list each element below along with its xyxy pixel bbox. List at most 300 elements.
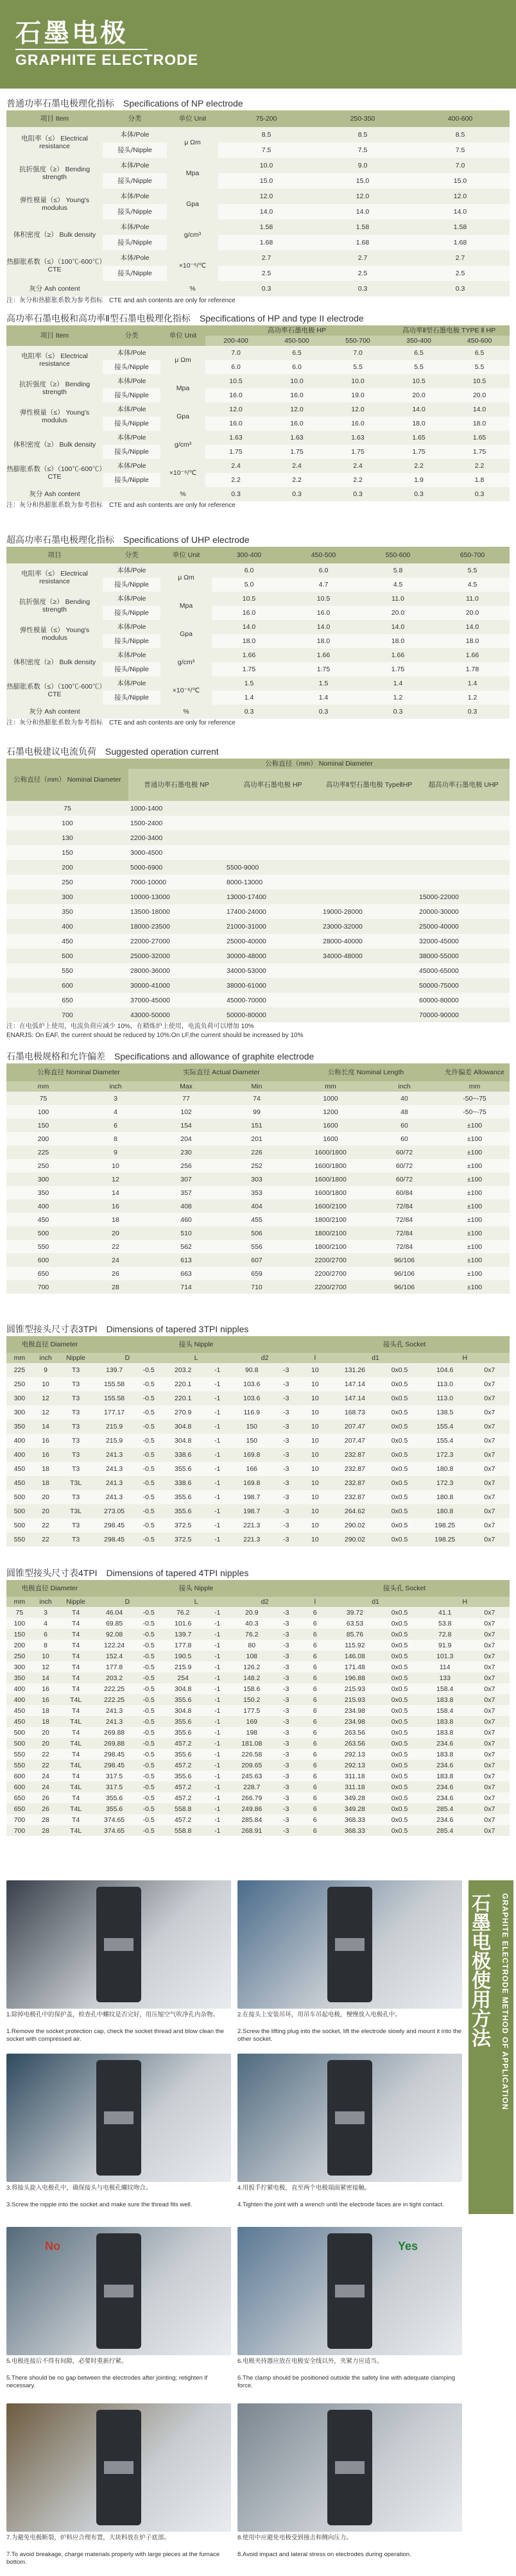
method-step-illustration xyxy=(6,2054,231,2182)
table-cell: 154 xyxy=(151,1119,221,1132)
table-cell: 高功率石墨电极 HP xyxy=(205,325,388,336)
table-cell: 20000-30000 xyxy=(417,904,510,919)
table-row xyxy=(6,993,510,1008)
table-cell: 7.5 xyxy=(411,142,510,158)
table-cell: 1.4 xyxy=(361,676,435,691)
table-cell: -1 xyxy=(204,1803,230,1814)
table-row xyxy=(6,402,510,416)
table-cell: 400 xyxy=(6,1683,33,1694)
table-cell: 500 xyxy=(6,1518,33,1533)
electrode-drawing xyxy=(237,2227,462,2355)
table-cell: 350-400 xyxy=(388,336,449,346)
electrode-drawing xyxy=(237,2403,462,2532)
table-cell: 2.2 xyxy=(205,473,266,487)
table-row xyxy=(6,1132,510,1146)
table-cell: 1.58 xyxy=(314,219,411,235)
table-cell: 250 xyxy=(6,1651,33,1662)
table-cell: 本体/Pole xyxy=(103,563,160,578)
table-cell: 5.5 xyxy=(449,360,510,374)
table-cell: Mpa xyxy=(160,374,205,402)
table-cell: 166 xyxy=(230,1462,273,1476)
table-cell: 15.0 xyxy=(314,173,411,189)
table-cell: Gpa xyxy=(160,402,205,431)
table-cell: 28000-36000 xyxy=(128,963,225,978)
current-note-cn: 注：在电弧炉上使用，电流负荷应减少 10%，在精炼炉上使用，电流负荷可以增加 10% xyxy=(6,1023,254,1030)
method-step-caption-cn: 5.电极连接后不得有间隙，必要时重新拧紧。 xyxy=(6,2358,128,2365)
table-cell: 14.0 xyxy=(286,620,361,634)
table-row xyxy=(6,1683,510,1694)
table-cell: 200 xyxy=(6,1132,80,1146)
table-cell: 0x7 xyxy=(470,1490,510,1504)
table-cell: 6.0 xyxy=(212,563,286,578)
table-cell: 20 xyxy=(33,1490,59,1504)
table-cell: 355.6 xyxy=(93,1803,135,1814)
table-cell: 1800/2100 xyxy=(292,1213,369,1226)
table-cell: -0.5 xyxy=(135,1448,162,1462)
table-cell: 0.3 xyxy=(388,487,449,501)
table-cell: 接头/Nipple xyxy=(103,235,167,250)
table-cell: 0x0.5 xyxy=(379,1518,420,1533)
table-cell: -0.5 xyxy=(135,1738,162,1749)
table-cell: 12 xyxy=(80,1172,151,1186)
table-cell: -0.5 xyxy=(135,1651,162,1662)
table-cell: 203.2 xyxy=(162,1363,204,1377)
table-cell: 75 xyxy=(6,1092,80,1105)
table-cell: 300-400 xyxy=(212,547,286,563)
table-cell: 85.76 xyxy=(331,1629,379,1640)
table-cell: 180.8 xyxy=(420,1490,470,1504)
table-cell: 70000-90000 xyxy=(417,1008,510,1022)
table-row xyxy=(6,1448,510,1462)
table-row xyxy=(6,1705,510,1716)
table-cell: -3 xyxy=(273,1640,299,1651)
table-cell: 232.87 xyxy=(331,1462,379,1476)
table-cell: -1 xyxy=(204,1618,230,1629)
table-cell: 0x7 xyxy=(470,1476,510,1490)
table-cell: 本体/Pole xyxy=(103,127,167,142)
table-cell: 77 xyxy=(151,1092,221,1105)
table-cell xyxy=(225,830,321,845)
table-cell: -3 xyxy=(273,1391,299,1405)
table-cell: -3 xyxy=(273,1792,299,1803)
table-row xyxy=(6,1172,510,1186)
table-cell: -3 xyxy=(273,1405,299,1420)
table-cell: μ Ωm xyxy=(167,127,218,158)
table-cell: 104.6 xyxy=(420,1363,470,1377)
table-cell xyxy=(417,845,510,860)
table-cell: 6 xyxy=(299,1629,331,1640)
table-cell: -3 xyxy=(273,1618,299,1629)
table-cell: 169.8 xyxy=(230,1448,273,1462)
table-cell: 22 xyxy=(33,1533,59,1547)
table-cell: 200 xyxy=(6,860,128,875)
method-step-caption-en: 2.Screw the lifting plug into the socket, lift the electrode slowly and mount it into the other socket. xyxy=(237,2028,462,2043)
table-cell: 1.75 xyxy=(361,662,435,676)
table-cell: 204 xyxy=(151,1132,221,1146)
table-cell: -3 xyxy=(273,1814,299,1825)
table-cell: -0.5 xyxy=(135,1782,162,1792)
method-step-caption-en: 8.Avoid impact and lateral stress on electrodes during operation. xyxy=(237,2551,411,2558)
table-row xyxy=(6,1146,510,1159)
table-cell: μ Ωm xyxy=(160,346,205,374)
table-row xyxy=(6,1825,510,1836)
table-cell: -0.5 xyxy=(135,1727,162,1738)
table-cell: -1 xyxy=(204,1434,230,1448)
table-cell: 2.5 xyxy=(411,266,510,281)
table-cell: 0.3 xyxy=(266,487,327,501)
uhp-table xyxy=(6,547,510,719)
table-cell: 292.13 xyxy=(331,1760,379,1771)
table-cell: 本体/Pole xyxy=(103,189,167,204)
table-cell: 2.7 xyxy=(411,250,510,266)
table-cell: 0x0.5 xyxy=(379,1391,420,1405)
table-cell: 130 xyxy=(6,830,128,845)
table-cell: T3 xyxy=(58,1420,93,1434)
table-cell: ×10⁻⁶/℃ xyxy=(160,459,205,487)
table-cell: 72/84 xyxy=(369,1213,440,1226)
table-cell: 700 xyxy=(6,1814,33,1825)
table-cell: 180.8 xyxy=(420,1462,470,1476)
table-cell: 450 xyxy=(6,934,128,949)
table-cell: 16.0 xyxy=(212,606,286,620)
table-cell: -0.5 xyxy=(135,1476,162,1490)
table-cell: 268.91 xyxy=(230,1825,273,1836)
table-cell: -3 xyxy=(273,1705,299,1716)
table-cell: 500 xyxy=(6,1226,80,1240)
table-cell: 1.2 xyxy=(361,691,435,705)
table-cell: mm xyxy=(440,1081,510,1092)
table-cell: 269.88 xyxy=(93,1727,135,1738)
table-cell: -1 xyxy=(204,1518,230,1533)
table-cell: 0x0.5 xyxy=(379,1462,420,1476)
table-row xyxy=(6,875,510,889)
table-cell: -1 xyxy=(204,1792,230,1803)
table-row xyxy=(6,127,510,142)
table-cell: T4L xyxy=(58,1738,93,1749)
electrode-drawing xyxy=(6,1880,231,2009)
table-cell: 6 xyxy=(299,1803,331,1814)
table-row xyxy=(6,860,510,875)
table-cell: 60 xyxy=(369,1119,440,1132)
table-cell: -0.5 xyxy=(135,1672,162,1683)
table-cell: -0.5 xyxy=(135,1760,162,1771)
table-cell: 1000-1400 xyxy=(128,801,225,816)
table-cell: T4 xyxy=(58,1814,93,1825)
table-row xyxy=(6,889,510,904)
table-cell: 1.65 xyxy=(388,431,449,445)
table-cell: 25000-40000 xyxy=(417,919,510,934)
table-row xyxy=(6,1240,510,1253)
table-cell: 接头 Nipple xyxy=(93,1336,299,1353)
table-cell: 122.24 xyxy=(93,1640,135,1651)
table-cell: 372.5 xyxy=(162,1533,204,1547)
table-cell: 215.9 xyxy=(93,1434,135,1448)
table-row xyxy=(6,904,510,919)
table-cell: 215.93 xyxy=(331,1683,379,1694)
table-cell: 221.3 xyxy=(230,1518,273,1533)
table-cell: 1.66 xyxy=(286,648,361,662)
table-cell: 0x7 xyxy=(470,1434,510,1448)
table-cell: 39.72 xyxy=(331,1607,379,1618)
table-cell: 24 xyxy=(33,1782,59,1792)
table-cell: -3 xyxy=(273,1377,299,1391)
method-step-caption-en: 5.There should be no gap between the electrodes after jointing; retighten if necessary. xyxy=(6,2374,208,2389)
table-cell: 245.63 xyxy=(230,1771,273,1782)
table-cell: Nipple xyxy=(58,1353,93,1363)
table-row xyxy=(6,1420,510,1434)
table-cell: 232.87 xyxy=(331,1476,379,1490)
table-cell: -3 xyxy=(273,1448,299,1462)
table-row xyxy=(6,487,510,501)
table-cell: 10.5 xyxy=(205,374,266,388)
table-cell: T4 xyxy=(58,1705,93,1716)
table-cell: 1.66 xyxy=(435,648,510,662)
table-cell: T3 xyxy=(58,1462,93,1476)
table-cell: 公称直径（mm） Nominal Diameter xyxy=(128,759,510,769)
table-cell: 256 xyxy=(151,1159,221,1172)
table-cell: 2.4 xyxy=(205,459,266,473)
table-cell: 1.66 xyxy=(361,648,435,662)
table-cell: 50000-75000 xyxy=(417,978,510,993)
table-cell: 热膨胀系数（≤）（100℃-600℃）CTE xyxy=(6,250,103,281)
table-cell: -3 xyxy=(273,1803,299,1814)
table-cell: 225 xyxy=(6,1363,33,1377)
table-cell: 公称长度 Nominal Length xyxy=(292,1063,440,1081)
table-cell: l xyxy=(299,1597,331,1607)
table-row xyxy=(6,1434,510,1448)
table-cell: 4 xyxy=(80,1105,151,1119)
table-cell: 体积密度（≥） Bulk density xyxy=(6,431,103,459)
table-header-row xyxy=(6,1580,510,1597)
uhp-note: 注：灰分和热膨胀系数为参考指标 CTE and ash contents are only for reference xyxy=(6,719,236,726)
table-cell: 1.75 xyxy=(212,662,286,676)
table-cell: -3 xyxy=(273,1363,299,1377)
hp-note: 注：灰分和热膨胀系数为参考指标 CTE and ash contents are only for reference xyxy=(6,502,236,509)
table-cell: 103.6 xyxy=(230,1391,273,1405)
table-cell: -1 xyxy=(204,1727,230,1738)
table-cell: 172.3 xyxy=(420,1448,470,1462)
table-cell: 10 xyxy=(299,1504,331,1518)
table-cell: 304.8 xyxy=(162,1434,204,1448)
table-cell: 公称直径 Nominal Diameter xyxy=(6,1063,151,1081)
uhp-section xyxy=(0,533,516,728)
table-cell: 506 xyxy=(221,1226,292,1240)
table-header-row xyxy=(6,1353,510,1363)
method-step xyxy=(237,2227,462,2395)
sizes-title: 石墨电极规格和允许偏差 Specifications and allowance of graphite electrode xyxy=(6,1051,314,1061)
table-cell: 6 xyxy=(299,1738,331,1749)
table-row xyxy=(6,1672,510,1683)
table-cell: 400 xyxy=(6,1694,33,1705)
table-cell: 本体/Pole xyxy=(103,374,160,388)
header-title-en: GRAPHITE ELECTRODE xyxy=(15,51,199,68)
table-cell: 19000-28000 xyxy=(321,904,417,919)
table-cell xyxy=(103,705,160,719)
table-cell: 10.5 xyxy=(449,374,510,388)
table-cell: 10 xyxy=(299,1420,331,1434)
table-row xyxy=(6,1738,510,1749)
table-cell: 72/84 xyxy=(369,1240,440,1253)
method-step-illustration xyxy=(6,1880,231,2009)
table-cell: 300 xyxy=(6,889,128,904)
table-cell: 26 xyxy=(80,1267,151,1280)
table-cell: T4 xyxy=(58,1618,93,1629)
table-cell: 10 xyxy=(299,1518,331,1533)
electrode-drawing xyxy=(6,2403,231,2532)
table-cell: 220.1 xyxy=(162,1391,204,1405)
table-cell: ±100 xyxy=(440,1186,510,1199)
current-table xyxy=(6,759,510,1022)
table-cell: 6 xyxy=(299,1825,331,1836)
table-cell: 75 xyxy=(6,801,128,816)
table-cell: 16 xyxy=(33,1694,59,1705)
table-cell: -1 xyxy=(204,1705,230,1716)
table-header-row xyxy=(6,1063,510,1081)
table-cell: 96/106 xyxy=(369,1267,440,1280)
table-cell: 41.1 xyxy=(420,1607,470,1618)
table-cell: 1.63 xyxy=(266,431,327,445)
no-label: No xyxy=(45,2240,60,2253)
table-cell: 1600 xyxy=(292,1119,369,1132)
table-cell: -3 xyxy=(273,1434,299,1448)
table-cell: 226 xyxy=(221,1146,292,1159)
table-cell: 273.05 xyxy=(93,1504,135,1518)
table-cell: 139.7 xyxy=(93,1363,135,1377)
table-cell: 201 xyxy=(221,1132,292,1146)
table-cell: 电阻率（≤） Electrical resistance xyxy=(6,127,103,158)
table-cell: 7.5 xyxy=(218,142,314,158)
table-cell: 450 xyxy=(6,1213,80,1226)
table-cell: 198 xyxy=(230,1727,273,1738)
table-cell: 1600 xyxy=(292,1132,369,1146)
table-cell: 550 xyxy=(6,963,128,978)
table-row xyxy=(6,1716,510,1727)
table-cell: -3 xyxy=(273,1716,299,1727)
table-cell: 28 xyxy=(80,1280,151,1294)
table-cell: 250 xyxy=(6,1377,33,1391)
table-cell: T4L xyxy=(58,1803,93,1814)
np-table xyxy=(6,110,510,296)
table-cell: 接头 Nipple xyxy=(93,1580,299,1597)
table-cell: 8 xyxy=(80,1132,151,1146)
table-cell: 510 xyxy=(151,1226,221,1240)
current-title: 石墨电极建议电流负荷 Suggested operation current xyxy=(6,746,219,757)
table-cell: 169.8 xyxy=(230,1476,273,1490)
table-cell: 139.7 xyxy=(162,1629,204,1640)
table-cell: 148.2 xyxy=(230,1672,273,1683)
table-cell: 234.6 xyxy=(420,1792,470,1803)
table-cell: 303 xyxy=(221,1172,292,1186)
table-cell: d2 xyxy=(230,1353,299,1363)
table-cell: g/cm³ xyxy=(160,431,205,459)
table-cell: 241.3 xyxy=(93,1448,135,1462)
table-cell: 241.3 xyxy=(93,1716,135,1727)
table-cell: -3 xyxy=(273,1760,299,1771)
table-cell: 0x7 xyxy=(470,1727,510,1738)
table-cell: 18.0 xyxy=(435,634,510,648)
table-cell: 168.73 xyxy=(331,1405,379,1420)
table-row xyxy=(6,431,510,445)
table-cell: 285.4 xyxy=(420,1825,470,1836)
table-cell: 1.63 xyxy=(327,431,388,445)
table-cell: 183.8 xyxy=(420,1749,470,1760)
table-cell: Max xyxy=(151,1081,221,1092)
table-cell: % xyxy=(160,487,205,501)
table-cell: -1 xyxy=(204,1476,230,1490)
table-cell: mm xyxy=(6,1353,33,1363)
table-cell: 368.33 xyxy=(331,1825,379,1836)
table-cell: 250-350 xyxy=(314,110,411,127)
table-cell xyxy=(225,816,321,830)
table-cell: 228.7 xyxy=(230,1782,273,1792)
table-cell: 46.04 xyxy=(93,1607,135,1618)
table-cell: 600 xyxy=(6,1782,33,1792)
table-row xyxy=(6,648,510,662)
table-cell xyxy=(321,860,417,875)
table-cell: ±100 xyxy=(440,1172,510,1186)
table-cell: ±100 xyxy=(440,1213,510,1226)
table-cell: 103.6 xyxy=(230,1377,273,1391)
table-cell xyxy=(225,801,321,816)
table-cell: 20 xyxy=(33,1504,59,1518)
table-cell: 180.8 xyxy=(420,1504,470,1518)
table-cell: 7.0 xyxy=(327,346,388,360)
table-cell: 本体/Pole xyxy=(103,648,160,662)
table-cell xyxy=(103,281,167,296)
table-cell: 0x0.5 xyxy=(379,1434,420,1448)
table-cell: inch xyxy=(369,1081,440,1092)
table-cell: 11.0 xyxy=(435,592,510,606)
table-cell: -3 xyxy=(273,1738,299,1749)
table-cell: -0.5 xyxy=(135,1716,162,1727)
table-cell: 弹性模量（≤） Young's modulus xyxy=(6,189,103,219)
table-cell: ±100 xyxy=(440,1253,510,1267)
method-step-illustration xyxy=(6,2227,231,2355)
table-cell: -3 xyxy=(273,1825,299,1836)
table-cell: 317.5 xyxy=(93,1771,135,1782)
method-title-cn: 石墨电极使用方法 xyxy=(468,1893,490,2047)
table-cell: 22 xyxy=(33,1518,59,1533)
table-cell: 116.9 xyxy=(230,1405,273,1420)
table-cell: 接头/Nipple xyxy=(103,691,160,705)
table-cell: 600 xyxy=(6,1253,80,1267)
table-cell: 558.8 xyxy=(162,1803,204,1814)
table-cell: 457.2 xyxy=(162,1738,204,1749)
table-cell: 1800/2100 xyxy=(292,1226,369,1240)
table-cell: 3 xyxy=(33,1607,59,1618)
table-cell: 1.5 xyxy=(212,676,286,691)
table-row xyxy=(6,1253,510,1267)
table-cell: 接头/Nipple xyxy=(103,473,160,487)
table-cell: inch xyxy=(80,1081,151,1092)
table-cell: 234.6 xyxy=(420,1782,470,1792)
table-cell: -0.5 xyxy=(135,1749,162,1760)
table-cell: -0.5 xyxy=(135,1462,162,1476)
method-step xyxy=(237,2054,462,2222)
table-cell: 317.5 xyxy=(93,1782,135,1792)
table-cell: 355.6 xyxy=(162,1727,204,1738)
table-cell: 102 xyxy=(151,1105,221,1119)
table-cell: 101.3 xyxy=(420,1651,470,1662)
table-cell: -3 xyxy=(273,1672,299,1683)
table-row xyxy=(6,1694,510,1705)
table-cell: -0.5 xyxy=(135,1814,162,1825)
table-cell: 分类 xyxy=(103,110,167,127)
table-cell: 19.0 xyxy=(327,388,388,402)
table-cell: 43000-50000 xyxy=(128,1008,225,1022)
table-cell: 270.9 xyxy=(162,1405,204,1420)
table-cell: 34000-48000 xyxy=(321,949,417,963)
